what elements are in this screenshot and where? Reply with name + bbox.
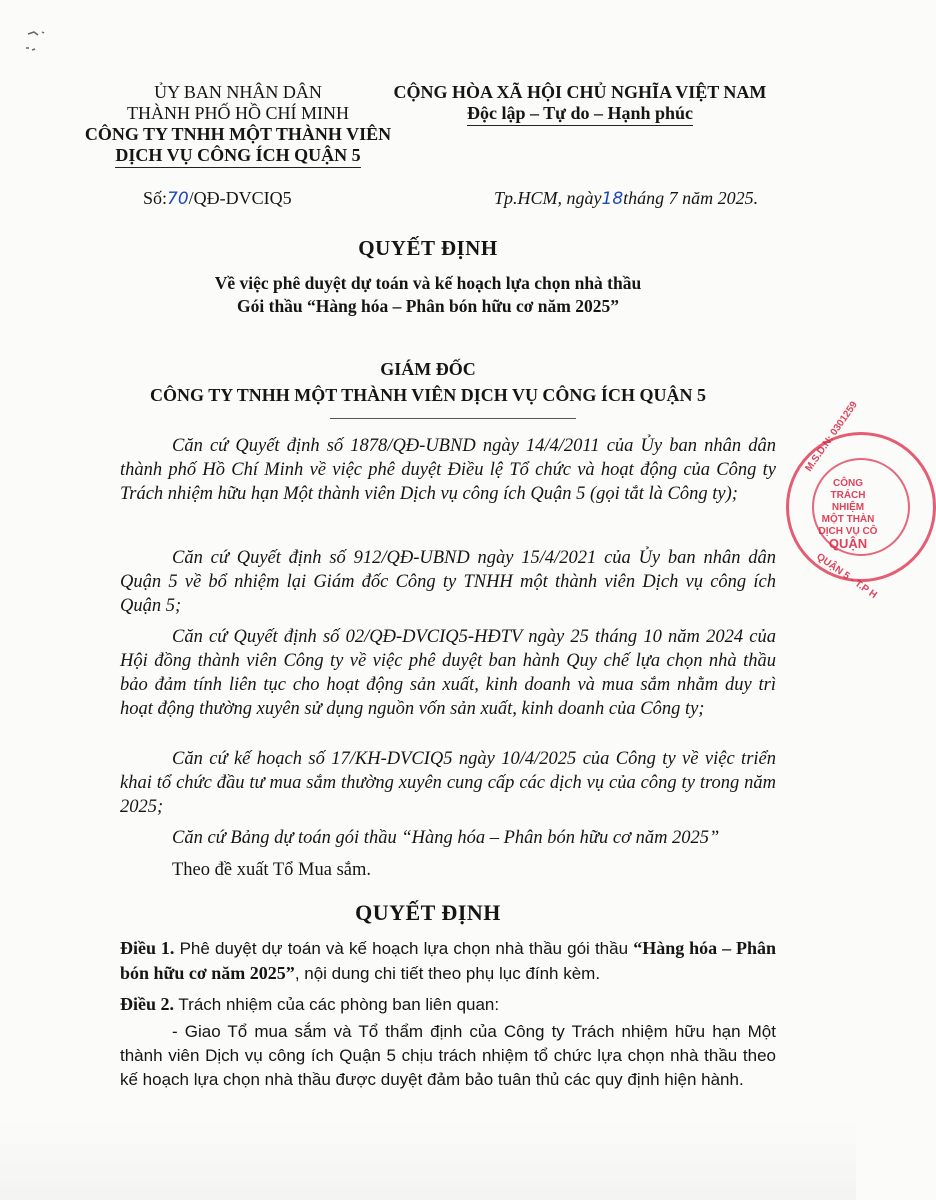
basis-4-text: Căn cứ kế hoạch số 17/KH-DVCIQ5 ngày 10/4/2025 của Công ty về việc triển khai tổ chức đầu tư mua sắm thường xuyên cung cấp các dịch vụ của công ty trong năm 2025; <box>120 749 776 817</box>
subject-line-2: Gói thầu “Hàng hóa – Phân bón hữu cơ năm 2025” <box>237 296 619 316</box>
seal-line-1: CÔNG <box>833 478 863 489</box>
article-1 <box>120 936 776 986</box>
doc-number-handwritten: 70 <box>167 189 189 209</box>
proposal-line: Theo đề xuất Tổ Mua sắm. <box>172 860 372 880</box>
basis-paragraph-5 <box>120 826 776 850</box>
basis-3-text: Căn cứ Quyết định số 02/QĐ-DVCIQ5-HĐTV ngày 25 tháng 10 năm 2024 của Hội đồng thành viên Công ty về việc phê duyệt ban hành Quy chế lựa chọn nhà thầu bảo đảm tính liên tục cho hoạt động sản xuất, kinh doanh và mua sắm nhằm duy trì hoạt động thường xuyên sử dụng nguồn vốn sản xuất, kinh doanh của Công ty; <box>120 627 776 719</box>
article-2-text: Trách nhiệm của các phòng ban liên quan: <box>174 995 500 1014</box>
divider <box>330 418 576 419</box>
issuer-line-2: THÀNH PHỐ HỒ CHÍ MINH <box>127 103 349 123</box>
document-title: QUYẾT ĐỊNH <box>358 236 498 260</box>
seal-center-text <box>818 478 878 550</box>
basis-5-text: Căn cứ Bảng dự toán gói thầu “Hàng hóa – Phân bón hữu cơ năm 2025” <box>172 828 720 848</box>
article-2 <box>120 992 776 1017</box>
national-motto: Độc lập – Tự do – Hạnh phúc <box>467 103 693 126</box>
national-header <box>370 82 790 126</box>
basis-paragraph-2 <box>120 546 776 618</box>
date-day-handwritten: 18 <box>601 189 624 209</box>
article-2-item-1: - Giao Tổ mua sắm và Tổ thẩm định của Công ty Trách nhiệm hữu hạn Một thành viên Dịch vụ công ích Quận 5 chịu trách nhiệm tổ chức lựa chọn nhà thầu theo kế hoạch lựa chọn nhà thầu được duyệt đảm bảo tuân thủ các quy định hiện hành. <box>120 1022 776 1089</box>
seal-bottom-text: QUẬN 5 - T.P H <box>814 551 879 602</box>
decision-title: QUYẾT ĐỊNH <box>355 900 501 925</box>
seal-line-2: TRÁCH NHIỆM <box>830 490 866 513</box>
seal-line-3: MỘT THÀN <box>821 514 875 525</box>
document-number <box>143 188 292 209</box>
national-title: CỘNG HÒA XÃ HỘI CHỦ NGHĨA VIỆT NAM <box>393 82 767 102</box>
article-1-package-name: “Hàng hóa – Phân bón hữu cơ năm 2025” <box>120 938 777 983</box>
basis-2-text: Căn cứ Quyết định số 912/QĐ-UBND ngày 15/4/2021 của Ủy ban nhân dân Quận 5 về bổ nhiệm lại Giám đốc Công ty TNHH một thành viên Dịch vụ công ích Quận 5; <box>120 548 776 616</box>
issuer-line-4: DỊCH VỤ CÔNG ÍCH QUẬN 5 <box>115 145 360 168</box>
scan-artifact <box>20 20 70 60</box>
doc-number-suffix: /QĐ-DVCIQ5 <box>188 188 292 208</box>
basis-paragraph-4 <box>120 747 776 819</box>
article-1-text: Phê duyệt dự toán và kế hoạch lựa chọn nhà thầu gói thầu <box>174 939 634 958</box>
date-prefix: Tp.HCM, ngày <box>494 188 602 208</box>
issuer-line-1: ỦY BAN NHÂN DÂN <box>154 82 322 102</box>
issuer-line-3: CÔNG TY TNHH MỘT THÀNH VIÊN <box>84 124 392 144</box>
subject-line-1: Về việc phê duyệt dự toán và kế hoạch lựa chọn nhà thầu <box>214 273 642 293</box>
seal-line-4: DỊCH VỤ CÔ <box>818 526 878 537</box>
basis-1-text: Căn cứ Quyết định số 1878/QĐ-UBND ngày 14/4/2011 của Ủy ban nhân dân thành phố Hồ Chí Minh về việc phê duyệt Điều lệ Tổ chức và hoạt động của Công ty Trách nhiệm hữu hạn Một thành viên Dịch vụ công ích Quận 5 (gọi tắt là Công ty); <box>120 436 776 504</box>
basis-paragraph-3 <box>120 625 776 721</box>
authority-org: CÔNG TY TNHH MỘT THÀNH VIÊN DỊCH VỤ CÔNG ÍCH QUẬN 5 <box>150 385 706 405</box>
scan-shadow <box>0 1120 856 1200</box>
basis-paragraph-1 <box>120 434 776 506</box>
article-1-text-end: , nội dung chi tiết theo phụ lục đính kèm. <box>294 964 601 983</box>
document-date <box>494 188 758 209</box>
issuer-header <box>58 82 418 168</box>
date-suffix: tháng 7 năm 2025. <box>623 188 759 208</box>
article-2-label: Điều 2. <box>120 994 174 1014</box>
seal-line-5: QUẬN <box>828 536 868 551</box>
seal-ring-code: M.S.D.N: 0301259 <box>803 399 860 474</box>
doc-number-prefix: Số: <box>143 188 168 208</box>
article-1-label: Điều 1. <box>120 938 175 958</box>
authority-title: GIÁM ĐỐC <box>380 359 476 379</box>
